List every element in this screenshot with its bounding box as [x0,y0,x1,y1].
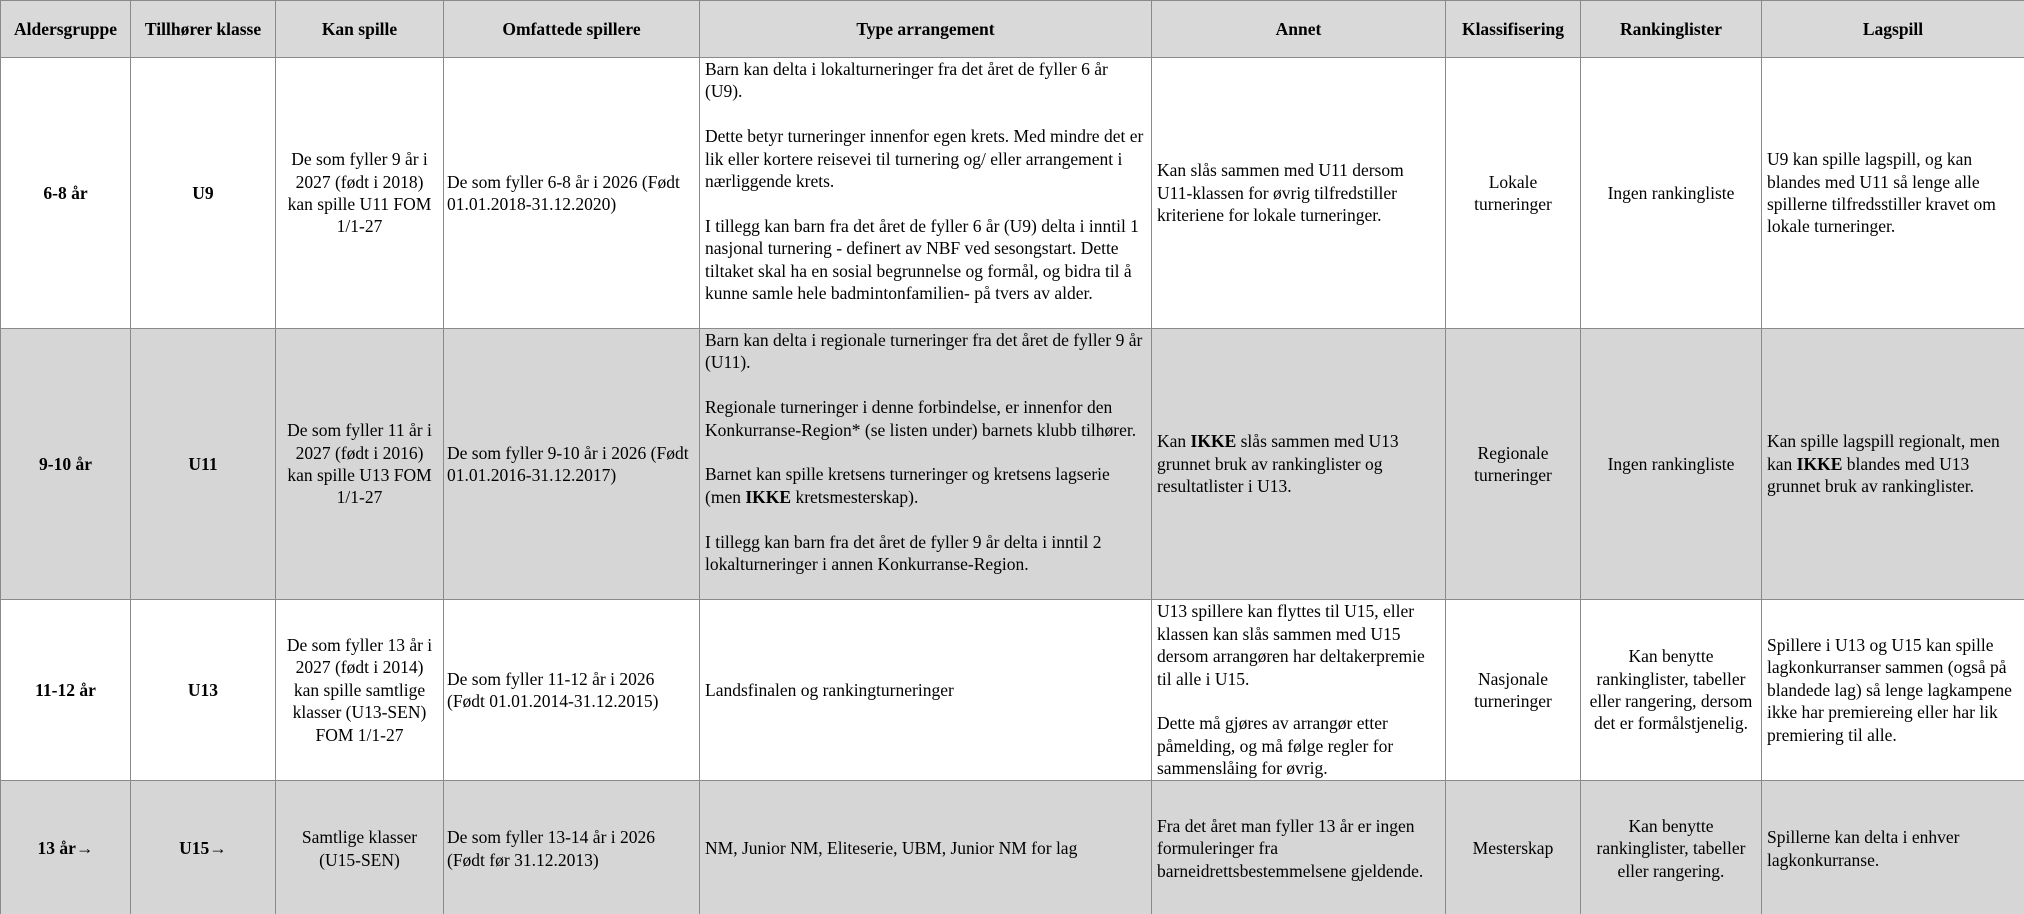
arrangement-cell [700,329,1152,600]
header-type-arrangement: Type arrangement [700,1,1152,58]
header-row [1,1,2024,58]
arrangement-paragraph: Dette betyr turneringer innenfor egen krets. Med mindre det er lik eller kortere reisevei til turnering og/ eller arrangement i nærliggende krets. [705,126,1144,192]
arrangement-cell [700,58,1152,329]
team-play-cell: Spillere i U13 og U15 kan spille lagkonkurranser sammen (også på blandede lag) så lenge lagkampene ikke har premiereing eller har lik premiering til alle. [1762,600,2024,781]
table-row [1,329,2024,600]
players-cell: De som fyller 6-8 år i 2026 (Født 01.01.2018-31.12.2020) [444,58,700,329]
header-aldersgruppe: Aldersgruppe [1,1,131,58]
ranking-cell: Ingen rankingliste [1581,329,1762,600]
team-play-cell: U9 kan spille lagspill, og kan blandes med U11 så lenge alle spillerne tilfredsstiller kravet om lokale turneringer. [1762,58,2024,329]
emphasis-text: IKKE [1190,431,1237,452]
table-row [1,58,2024,329]
team-play-cell: Spillerne kan delta i enhver lagkonkurranse. [1762,781,2024,914]
ranking-cell: Kan benytte rankinglister, tabeller eller rangering, dersom det er formålstjenelig. [1581,600,1762,781]
age-group-cell: 11-12 år [1,600,131,781]
header-rankinglister: Rankinglister [1581,1,1762,58]
text-run: blandes med U13 grunnet bruk av rankinglister. [1767,453,1975,497]
text-run: Kan spille lagspill regionalt, men kan [1767,431,2000,474]
header-klassifisering: Klassifisering [1446,1,1581,58]
classification-cell: Regionale turneringer [1446,329,1581,600]
arrangement-paragraph: Barn kan delta i lokalturneringer fra det året de fyller 6 år (U9). [705,59,1108,102]
text-run: kretsmesterskap). [791,486,919,507]
age-group-cell: 9-10 år [1,329,131,600]
text-run: slås sammen med U13 grunnet bruk av rankinglister og resultatlister i U13. [1157,431,1399,497]
arrangement-paragraph: Barn kan delta i regionale turneringer fra det året de fyller 9 år (U11). [705,330,1143,373]
can-play-cell: De som fyller 11 år i 2027 (født i 2016) kan spille U13 FOM 1/1-27 [276,329,444,600]
arrangement-paragraph [705,463,1146,508]
ranking-cell: Ingen rankingliste [1581,58,1762,329]
arrangement-paragraph: I tillegg kan barn fra det året de fyller 6 år (U9) delta i inntil 1 nasjonal turnering - definert av NBF ved sesongstart. Dette tiltaket skal ha en sosial begrunnelse og formål, og bidra til å kunne samle hele badmintonfamilien- på tvers av alder. [705,215,1139,304]
header-lagspill: Lagspill [1762,1,2024,58]
emphasis-text: IKKE [1796,453,1843,474]
emphasis-text: IKKE [745,486,792,507]
other-paragraph: U13 spillere kan flyttes til U15, eller klassen kan slås sammen med U15 dersom arrangøren har deltakerpremie til alle i U15. [1157,601,1425,689]
text-run: Barnet kan spille kretsens turneringer og kretsens lagserie (men [705,464,1110,507]
class-cell: U9 [131,58,276,329]
table-row [1,600,2024,781]
header-omfattede-spillere: Omfattede spillere [444,1,700,58]
other-cell: Fra det året man fyller 13 år er ingen formuleringer fra barneidrettsbestemmelsene gjeldende. [1152,781,1446,914]
class-cell: U11 [131,329,276,600]
age-group-cell: 6-8 år [1,58,131,329]
class-cell: U13 [131,600,276,781]
other-cell [1152,600,1446,781]
arrangement-paragraph: I tillegg kan barn fra det året de fyller 9 år delta i inntil 2 lokalturneringer i annen Konkurranse-Region. [705,531,1102,575]
can-play-cell: Samtlige klasser (U15-SEN) [276,781,444,914]
players-cell: De som fyller 11-12 år i 2026 (Født 01.01.2014-31.12.2015) [444,600,700,781]
can-play-cell: De som fyller 13 år i 2027 (født i 2014) kan spille samtlige klasser (U13-SEN) FOM 1/1-27 [276,600,444,781]
age-group-cell: 13 år→ [1,781,131,914]
arrangement-paragraph: Regionale turneringer i denne forbindelse, er innenfor den Konkurranse-Region* (se listen under) barnets klubb tilhører. [705,397,1137,440]
header-tilhorer-klasse: Tillhører klasse [131,1,276,58]
classification-cell: Nasjonale turneringer [1446,600,1581,781]
classification-cell: Lokale turneringer [1446,58,1581,329]
players-cell: De som fyller 9-10 år i 2026 (Født 01.01.2016-31.12.2017) [444,329,700,600]
other-cell: Kan slås sammen med U11 dersom U11-klassen for øvrig tilfredstiller kriteriene for lokale turneringer. [1152,58,1446,329]
other-cell [1152,329,1446,600]
other-paragraph: Dette må gjøres av arrangør etter påmelding, og må følge regler for sammenslåing for øvrig. [1157,713,1394,779]
classification-cell: Mesterskap [1446,781,1581,914]
players-cell: De som fyller 13-14 år i 2026 (Født før 31.12.2013) [444,781,700,914]
arrangement-cell: NM, Junior NM, Eliteserie, UBM, Junior NM for lag [700,781,1152,914]
header-kan-spille: Kan spille [276,1,444,58]
ranking-cell: Kan benytte rankinglister, tabeller eller rangering. [1581,781,1762,914]
arrangement-cell: Landsfinalen og rankingturneringer [700,600,1152,781]
can-play-cell: De som fyller 9 år i 2027 (født i 2018) kan spille U11 FOM 1/1-27 [276,58,444,329]
text-run: Kan [1157,431,1191,452]
class-cell: U15→ [131,781,276,914]
team-play-cell [1762,329,2024,600]
header-annet: Annet [1152,1,1446,58]
table-row [1,781,2024,914]
